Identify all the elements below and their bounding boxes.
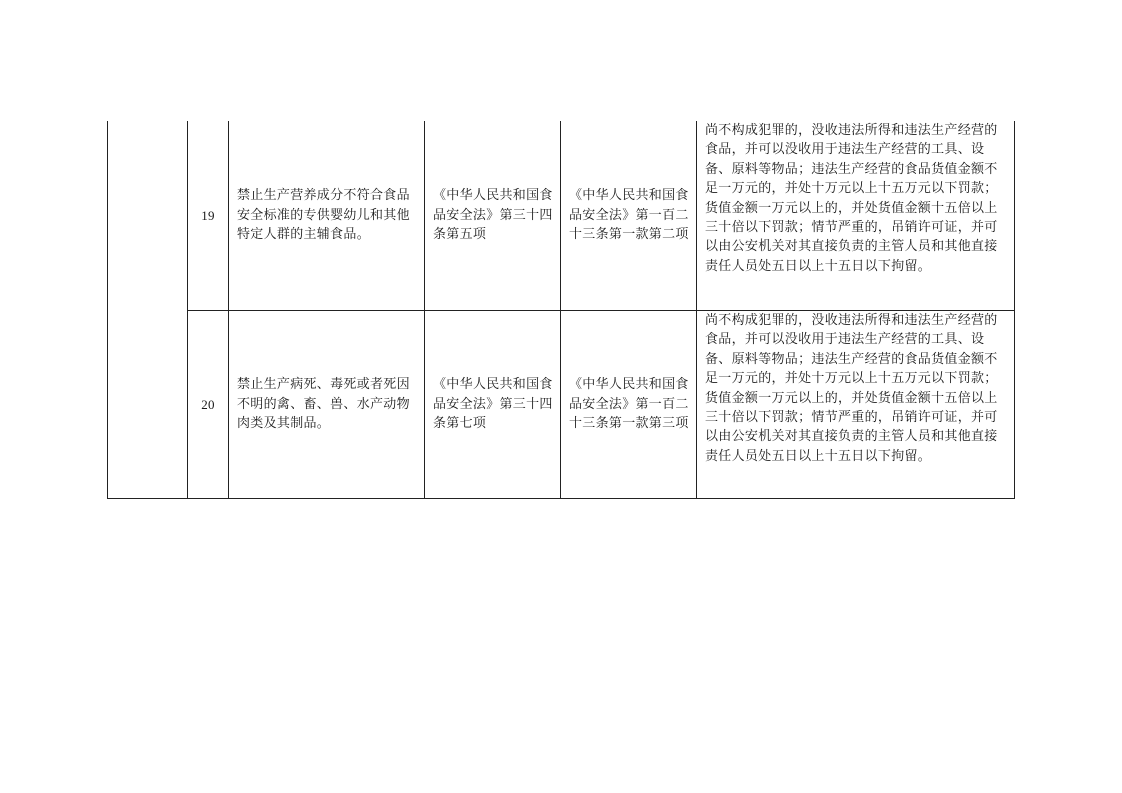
penalty-basis-cell: [561, 121, 697, 311]
penalty-cell: [697, 121, 1015, 311]
prohibition-content: 禁止生产营养成分不符合食品安全标准的专供婴幼儿和其他特定人群的主辅食品。: [237, 188, 410, 243]
prohibition-content-cell: [229, 311, 425, 499]
table-row: [108, 311, 1015, 499]
table-row: [108, 121, 1015, 311]
penalty-cell: [697, 311, 1015, 499]
penalty-text: 尚不构成犯罪的，没收违法所得和违法生产经营的食品，并可以没收用于违法生产经营的工具、设备、原料等物品；违法生产经营的食品货值金额不足一万元的，并处十万元以上十五万元以下罚款；货值金额一万元以上的，并处货值金额十五倍以上三十倍以下罚款；情节严重的，吊销许可证，并可以由公安机关对其直接负责的主管人员和其他直接责任人员处五日以上十五日以下拘留。: [705, 313, 998, 464]
prohibition-content-cell: [229, 121, 425, 311]
row-number: 20: [188, 311, 229, 499]
prohibition-content: 禁止生产病死、毒死或者死因不明的禽、畜、兽、水产动物肉类及其制品。: [237, 377, 410, 432]
row-number: 19: [188, 121, 229, 311]
legal-basis-cell: [425, 121, 561, 311]
category-cell: [108, 121, 188, 499]
penalty-text: 尚不构成犯罪的，没收违法所得和违法生产经营的食品，并可以没收用于违法生产经营的工具、设备、原料等物品；违法生产经营的食品货值金额不足一万元的，并处十万元以上十五万元以下罚款；货值金额一万元以上的，并处货值金额十五倍以上三十倍以下罚款；情节严重的，吊销许可证，并可以由公安机关对其直接负责的主管人员和其他直接责任人员处五日以上十五日以下拘留。: [705, 123, 998, 274]
penalty-basis: 《中华人民共和国食品安全法》第一百二十三条第一款第三项: [569, 377, 689, 432]
legal-basis: 《中华人民共和国食品安全法》第三十四条第七项: [433, 377, 553, 432]
legal-basis-cell: [425, 311, 561, 499]
penalty-basis: 《中华人民共和国食品安全法》第一百二十三条第一款第二项: [569, 188, 689, 243]
legal-basis: 《中华人民共和国食品安全法》第三十四条第五项: [433, 188, 553, 243]
regulation-table: [107, 121, 1015, 499]
penalty-basis-cell: [561, 311, 697, 499]
